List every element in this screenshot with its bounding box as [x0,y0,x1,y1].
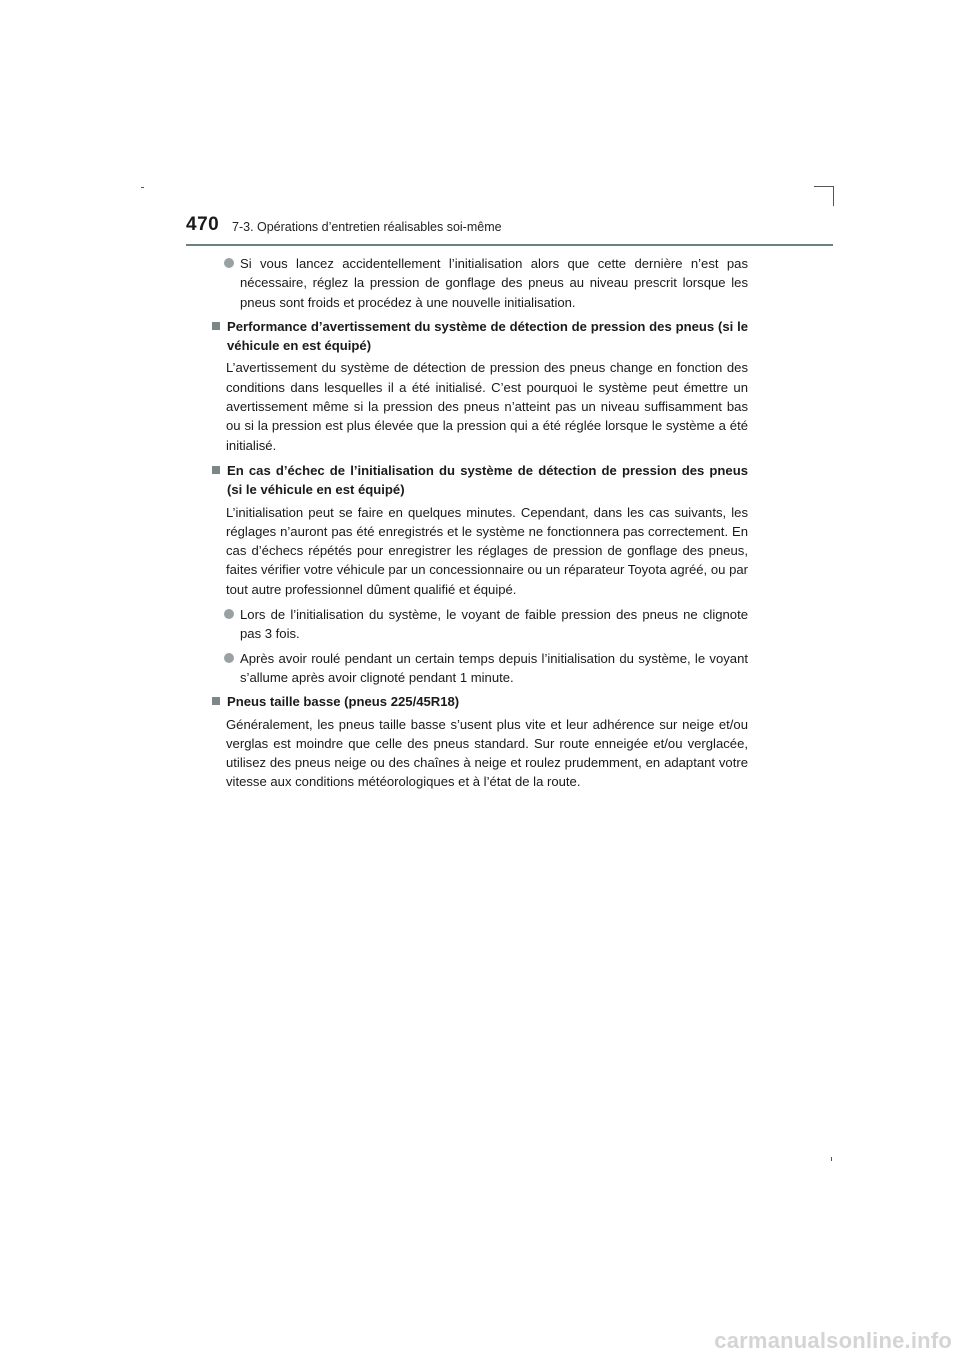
crop-mark-top-right [814,186,834,187]
page-number: 470 [186,214,220,235]
section-tpws-warning [210,317,748,455]
section-heading [210,692,748,711]
watermark: carmanualsonline.info [714,1328,952,1353]
crop-mark-bottom-right [831,1157,832,1161]
heading-text: En cas d’échec de l’initialisation du système de détection de pression des pneus (si le véhicule en est équipé) [227,462,748,498]
heading-text: Performance d’avertissement du système de détection de pression des pneus (si le véhicule en est équipé) [227,318,748,354]
square-bullet-icon [212,697,220,705]
section-heading [210,317,748,356]
bullet-icon [224,258,234,268]
list-item [210,605,748,644]
page-content [210,254,748,798]
page-header [186,214,833,246]
crop-mark-top-left [141,187,144,188]
list-item [210,649,748,688]
square-bullet-icon [212,466,220,474]
section-title: 7-3. Opérations d’entretien réalisables soi-même [232,220,502,234]
intro-bullet [210,254,748,312]
heading-text: Pneus taille basse (pneus 225/45R18) [227,694,460,710]
bullet-icon [224,609,234,619]
bullet-icon [224,653,234,663]
section-init-failure [210,461,748,687]
bullet-text: Lors de l’initialisation du système, le voyant de faible pression des pneus ne clignote pas 3 fois. [240,607,748,642]
crop-mark-top-right-vertical [833,186,834,206]
square-bullet-icon [212,322,220,330]
bullet-text: Si vous lancez accidentellement l’initialisation alors que cette dernière n’est pas nécessaire, réglez la pression de gonflage des pneus au niveau prescrit lorsque les pneus sont froids et procédez à une nouvelle initialisation. [240,256,748,310]
section-body: L’initialisation peut se faire en quelques minutes. Cependant, dans les cas suivants, les réglages n’auront pas été enregistrés et le système ne fonctionnera pas correctement. En cas d’échecs répétés pour enregistrer les réglages de pression de gonflage des pneus, faites vérifier votre véhicule par un concessionnaire ou un réparateur Toyota agréé, ou par tout autre professionnel dûment qualifié et équipé. [226,504,748,597]
section-body: Généralement, les pneus taille basse s’usent plus vite et leur adhérence sur neige et/ou verglas est moindre que celle des pneus standard. Sur route enneigée et/ou verglacée, utilisez des pneus neige ou des chaînes à neige et roulez prudemment, en adaptant votre vitesse aux conditions météorologiques et à l’état de la route. [226,716,748,790]
section-heading [210,461,748,500]
section-low-profile-tires [210,692,748,791]
header-divider [186,244,833,246]
bullet-text: Après avoir roulé pendant un certain temps depuis l’initialisation du système, le voyant s’allume après avoir clignoté pendant 1 minute. [240,650,748,685]
section-body: L’avertissement du système de détection de pression des pneus change en fonction des conditions dans lesquelles il a été initialisé. C’est pourquoi le système peut émettre un avertissement même si la pression des pneus n’atteint pas un niveau suffisamment bas ou si la pression est plus élevée que la pression qui a été réglée lorsque le système a été initialisé. [226,360,748,453]
